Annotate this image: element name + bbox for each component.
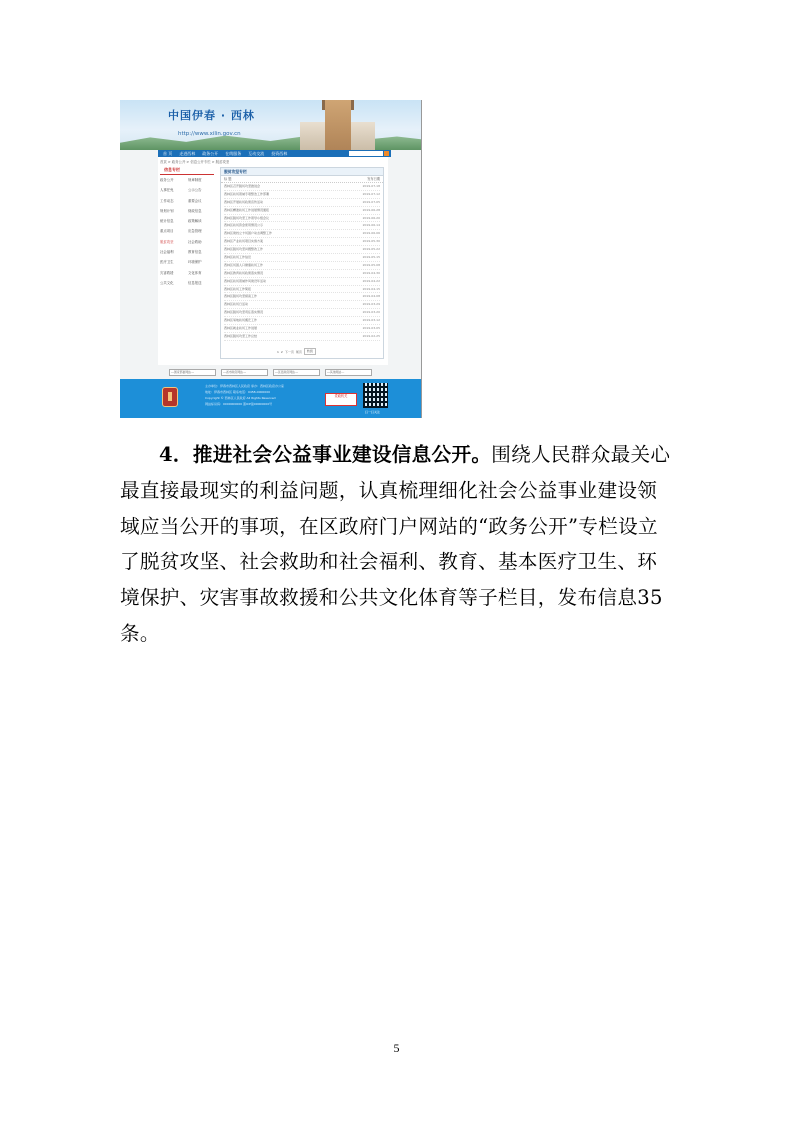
- list-item-title[interactable]: 西林区脱贫攻坚工作领导小组会议: [224, 215, 270, 220]
- list-item-title[interactable]: 西林区教育扶贫政策落实情况: [224, 270, 264, 275]
- sidebar-link[interactable]: 人事任免: [160, 188, 174, 193]
- list-item[interactable]: [224, 262, 380, 270]
- pager-link[interactable]: 2: [280, 349, 283, 354]
- list-item-title[interactable]: 西林区扶贫领域作风建设年活动: [224, 278, 267, 283]
- list-item-date: 2019-03-12: [362, 318, 380, 323]
- list-item-title[interactable]: 西林区扶贫资金使用情况公示: [224, 223, 264, 228]
- list-item[interactable]: [224, 293, 380, 301]
- list-item-title[interactable]: 西林区扶贫日活动: [224, 302, 249, 307]
- list-item-date: 2019-06-06: [362, 231, 380, 236]
- list-item-title[interactable]: 西林区扶贫工作简报: [224, 286, 252, 291]
- site-nav: [158, 150, 391, 157]
- pager-link[interactable]: 下一页: [284, 349, 294, 354]
- sidebar-link[interactable]: 社会救助: [188, 239, 202, 244]
- pager-link[interactable]: 1: [277, 349, 279, 354]
- site-footer: [120, 379, 421, 418]
- nav-item[interactable]: 政务公开: [202, 150, 219, 156]
- list-item-date: 2019-07-18: [362, 184, 380, 188]
- links-dropdown[interactable]: ---国家部委网站---: [169, 369, 216, 376]
- site-banner: [120, 100, 421, 150]
- list-item-date: 2019-03-05: [362, 326, 380, 331]
- left-column: [160, 167, 214, 317]
- sidebar-link[interactable]: 政策解读: [188, 219, 202, 224]
- site-url: http://www.xilin.gov.cn: [178, 131, 241, 137]
- list-item[interactable]: [224, 246, 380, 254]
- qr-caption: 扫一扫关注: [365, 410, 381, 414]
- site-search-input[interactable]: [349, 151, 383, 156]
- list-item[interactable]: [224, 309, 380, 317]
- gov-badge[interactable]: 党政机关: [325, 393, 357, 406]
- table-header: [221, 176, 383, 183]
- footer-line: 地址：伊春市西林区 联系电话：0458-0000000: [205, 390, 271, 394]
- links-dropdown[interactable]: ---省市政府网站---: [221, 369, 268, 376]
- list-item-title[interactable]: 西林区开展扶贫政策宣传活动: [224, 199, 264, 204]
- list-item-title[interactable]: 西林区召开脱贫攻坚推进会: [224, 184, 261, 188]
- sidebar-link[interactable]: 环境保护: [188, 260, 202, 265]
- banner-tower: [325, 100, 351, 150]
- list-item-date: 2019-05-15: [362, 255, 380, 260]
- list-item-title[interactable]: 西林区建档立卡贫困户动态调整工作: [224, 231, 273, 236]
- paragraph: [120, 437, 676, 652]
- list-item-title[interactable]: 西林区精准扶贫工作进展情况通报: [224, 207, 270, 212]
- breadcrumb: 首页 > 政务公开 > 信息公开专栏 > 脱贫攻坚: [160, 160, 230, 164]
- sidebar-link[interactable]: 公示公告: [188, 188, 202, 193]
- pager: [277, 348, 316, 355]
- page-number: 5: [393, 1041, 400, 1055]
- sidebar-link[interactable]: 医疗卫生: [160, 260, 174, 265]
- nav-item[interactable]: 首 页: [163, 150, 173, 156]
- site-search-button[interactable]: [384, 151, 389, 156]
- banner-hills: [120, 132, 421, 150]
- list-item-date: 2019-04-08: [362, 294, 380, 299]
- list-item-date: 2019-06-28: [362, 207, 380, 212]
- list-item-title[interactable]: 西林区就业扶贫工作进展: [224, 326, 258, 331]
- links-dropdown[interactable]: ---区县政府网站---: [273, 369, 320, 376]
- list-item[interactable]: [224, 222, 380, 230]
- sidebar-link[interactable]: 应急管理: [188, 229, 202, 234]
- sidebar-link[interactable]: 规章制度: [188, 178, 202, 182]
- footer-line: 网站标识码：0000000000 黑ICP备00000000号: [205, 402, 273, 406]
- left-column-links: [160, 177, 214, 286]
- list-item[interactable]: [224, 254, 380, 262]
- list-item-title[interactable]: 西林区易地扶贫搬迁工作: [224, 318, 258, 323]
- list-item[interactable]: [224, 278, 380, 286]
- sidebar-link[interactable]: 信息报送: [188, 280, 202, 285]
- list-item-date: 2019-05-22: [362, 247, 380, 252]
- sidebar-link[interactable]: 工作动态: [160, 198, 174, 203]
- list-item[interactable]: [224, 199, 380, 207]
- list-item-date: 2019-03-29: [362, 302, 380, 307]
- list-item-date: 2019-03-20: [362, 310, 380, 315]
- footer-line: Copyright © 西林区人民政府 All Rights Reserved: [205, 396, 276, 400]
- list-item-date: 2019-06-14: [362, 223, 380, 228]
- list-item-title[interactable]: 西林区产业扶贫项目实施方案: [224, 239, 264, 244]
- sidebar-link[interactable]: 政务公开: [160, 178, 174, 182]
- sidebar-link[interactable]: 规划计划: [160, 208, 174, 213]
- nav-item[interactable]: 投资西林: [271, 150, 288, 156]
- sidebar-link[interactable]: 统计信息: [160, 219, 174, 224]
- col-title: 标 题: [224, 177, 232, 181]
- paragraph-heading: 4．推进社会公益事业建设信息公开。: [159, 443, 492, 466]
- list-item[interactable]: [224, 207, 380, 215]
- list-item[interactable]: [224, 333, 380, 341]
- nav-item[interactable]: 在线服务: [225, 150, 242, 156]
- list-item-date: 2019-04-15: [362, 286, 380, 291]
- list-item-date: 2019-04-30: [362, 270, 380, 275]
- content-box: [220, 167, 384, 359]
- list-item-date: 2019-02-25: [362, 333, 380, 338]
- list-item-title[interactable]: 西林区贫困人口健康扶贫工作: [224, 262, 264, 267]
- article-list: [221, 183, 383, 341]
- pager-link[interactable]: 尾页: [295, 349, 302, 354]
- list-item[interactable]: [224, 230, 380, 238]
- list-item[interactable]: [224, 215, 380, 223]
- list-item-date: 2019-07-12: [362, 191, 380, 196]
- paragraph-text: 围绕人民群众最关心最直接最现实的利益问题，认真梳理细化社会公益事业建设领域应当公开的事项，在区政府门户网站的“政务公开”专栏设立了脱贫攻坚、社会救助和社会福利、教育、基本医疗卫生、环境保护、灾害事故救援和公共文化体育等子栏目，发布信息35条。: [120, 443, 671, 645]
- footer-info: [205, 383, 330, 407]
- content-box-title: 脱贫攻坚专栏: [221, 168, 383, 176]
- list-item-title[interactable]: 西林区扶贫工作信息: [224, 255, 252, 260]
- left-column-header: 信息专栏: [160, 167, 214, 175]
- list-item[interactable]: [224, 301, 380, 309]
- sidebar-link[interactable]: 社会福利: [160, 250, 174, 255]
- list-item[interactable]: [224, 317, 380, 325]
- nav-item[interactable]: 走进西林: [179, 150, 196, 156]
- list-item-title[interactable]: 西林区扶贫领域专项整治工作部署: [224, 191, 270, 196]
- nav-item[interactable]: 互动交流: [248, 150, 265, 156]
- pager-link[interactable]: 转到: [304, 348, 316, 355]
- list-item[interactable]: [224, 191, 380, 199]
- site-title: 中国伊春 · 西林: [168, 109, 255, 122]
- list-item[interactable]: [224, 325, 380, 333]
- list-item-date: 2019-04-22: [362, 278, 380, 283]
- party-emblem-icon: [162, 387, 178, 407]
- sidebar-link[interactable]: 公共文化: [160, 280, 174, 285]
- sidebar-link[interactable]: 教育信息: [188, 250, 202, 255]
- sidebar-link[interactable]: 文化体育: [188, 270, 202, 275]
- list-item[interactable]: [224, 238, 380, 246]
- col-date: 发布日期: [367, 177, 380, 181]
- list-item-title[interactable]: 西林区脱贫攻坚督查工作: [224, 294, 258, 299]
- friend-links: [120, 367, 421, 377]
- footer-line: 主办单位：伊春市西林区人民政府 承办：西林区政府办公室: [205, 384, 284, 388]
- sidebar-link[interactable]: 灾害救援: [160, 270, 174, 275]
- list-item[interactable]: [224, 286, 380, 294]
- website-screenshot: [120, 100, 422, 418]
- sidebar-link[interactable]: 重要会议: [188, 198, 202, 203]
- list-item-date: 2019-05-08: [362, 262, 380, 267]
- list-item-date: 2019-05-30: [362, 239, 380, 244]
- list-item-date: 2019-06-20: [362, 215, 380, 220]
- sidebar-link[interactable]: 财政信息: [188, 208, 202, 213]
- sidebar-link[interactable]: 重点项目: [160, 229, 174, 234]
- sidebar-link[interactable]: 脱贫攻坚: [160, 239, 174, 244]
- list-item[interactable]: [224, 270, 380, 278]
- list-item-title[interactable]: 西林区脱贫攻坚责任落实情况: [224, 310, 264, 315]
- list-item-date: 2019-07-05: [362, 199, 380, 204]
- list-item-title[interactable]: 西林区脱贫攻坚工作总结: [224, 333, 258, 338]
- list-item[interactable]: [224, 183, 380, 191]
- qr-code-icon: [363, 383, 388, 408]
- links-dropdown[interactable]: ---其他网站---: [325, 369, 372, 376]
- list-item-title[interactable]: 西林区脱贫攻坚问题整改工作: [224, 247, 264, 252]
- site-page: [158, 157, 388, 365]
